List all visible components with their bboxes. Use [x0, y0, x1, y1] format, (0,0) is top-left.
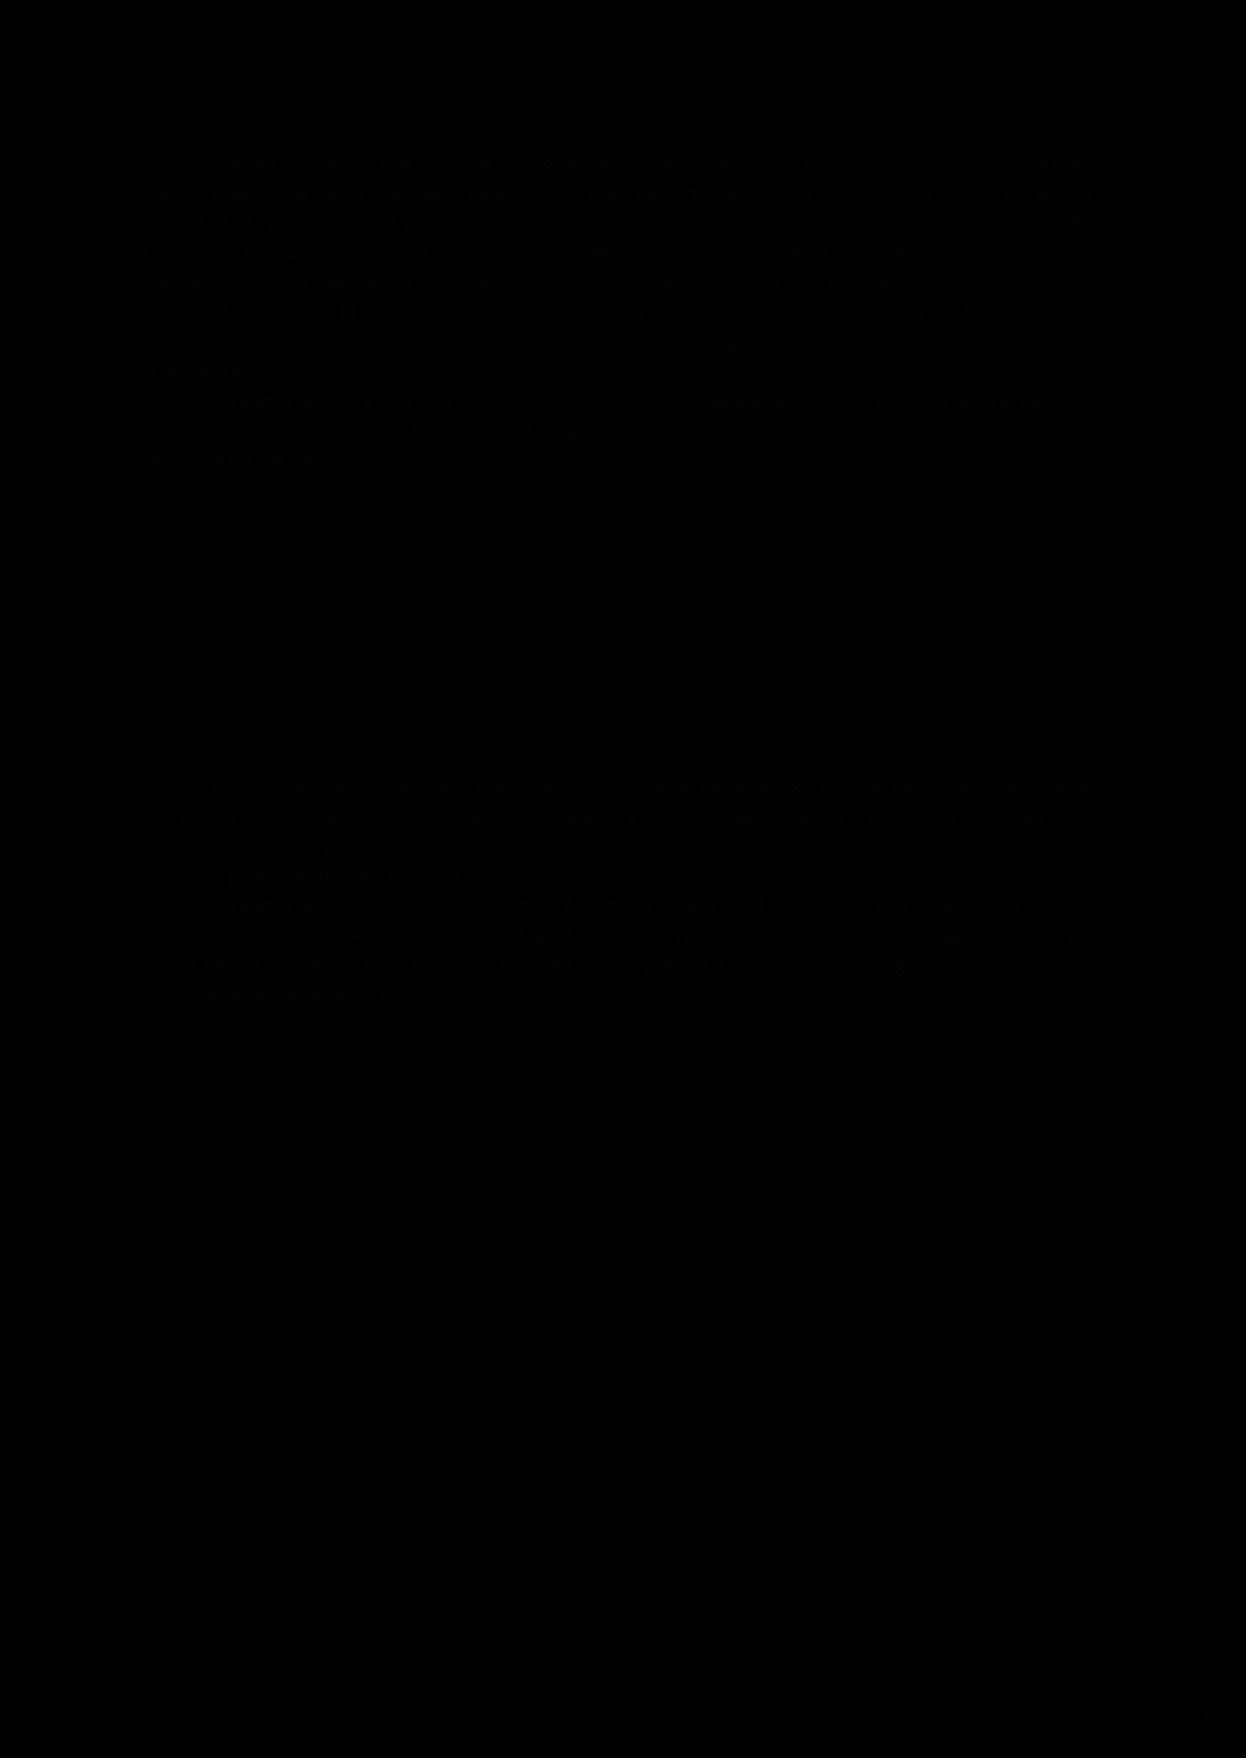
treasurer-name: Iwona Kester [617, 1230, 717, 1249]
president-title: PREZES ZARZĄDU [852, 1173, 1031, 1194]
president-name: Agnieszka Raczyńska [852, 1233, 1019, 1252]
paragraph-equipment: Stowarzyszenie nie poniosło żadnych wydatków typowo majątkowych. Dokonano wyłącznie zakupów wyposażenia szkolnego (stoliki, krzesła i drabinki gimnastyczne) oraz urządzeń technicznych ( dwa komputery i kserokopiarka) na kwotę 11 634,69. [137, 389, 1092, 471]
paragraph-scholarships: W czerwcu 2013 r. na zakończenie roku szkolnego w Szkołach prowadzonych przez Stowarzyszenie wypłacone zostały stypendia za bardzo dobre wyniki w nauce oraz osiągnięcia sportowe dla siedemnastu uczniów, na łączną kwotę 1 720,00 zł. [137, 300, 1092, 383]
scan-speck [1188, 72, 1190, 74]
section-heading [180, 712, 1080, 742]
paragraph-financial-result: Wynik finansowy ogółem za rok obrotowy 2013 zamknął się nadwyżką kosztów nad przychodami kwotą 134 830,60 zł. Kwota ta odzwierciedla zobowiązania z tytułu dodatkowego wynagrodzenia rocznego oraz pochodnych od wynagrodzeń zaksięgowane w ciężar roku 2013. Bilans Stowarzyszenia wykazuje po stronie aktywów i pasywów sumę 43 193,91 zł. [137, 776, 1092, 887]
section-title: Wynik finansowy ogółem za rok obrotowy 2013 na dzień 31.12.2013 r. [216, 716, 801, 738]
body-text-bottom [137, 773, 1092, 1010]
treasurer-title: SKARBNIK ZARZĄDU [578, 1173, 778, 1194]
body-text-top [137, 150, 1092, 476]
page-number: 5 [1202, 1706, 1216, 1737]
scan-speck [1168, 660, 1170, 662]
paragraph-bank-balance: Stowarzyszenie zwróciło na koniec roku do Urzędu Gminy 1 121,30 zł niewykorzystanej dotacji. Stan konta bankowego podstawowego na dzień 31 grudnia 2013 r. zgodnie z potwierdzonym wyciągiem bankowym wynosi 682,89 zł, natomiast na rachunku ZFŚS 499,57. Pogotowie kasowe na dzień 31 grudnia 2013 r. zostało zwrócone na rachunek bankowy. [137, 894, 1092, 1006]
treasurer-signature [650, 1185, 710, 1295]
paragraph-expenses: Ponadto Stowarzyszenie poniosło szereg wydatków bezpośrednio związanych z bieżącym utrzymaniem budynków takich jak zakup materiałów remontowych i naprawa urządzeń – 20 413,44 zł oraz przeglądy techniczne – 9 319,64 zł. Zakup energii i pobór wody to 20 415,93 zł, natomiast wydatki poniesione na zakup gazu to 84 095,84 zł, zaś oleju opałowego to 42 073,85 zł. Pozostałe wydatki m.in. usługi telekomunikacyjne, odbiór odpadów komunalnych, opłaty bankowe, wywóz nieczystości, kupno środków czystości i innych to kwota 19 703,83 zł. [137, 153, 1092, 294]
section-number: V. [180, 716, 198, 738]
president-signature [910, 1125, 1020, 1265]
